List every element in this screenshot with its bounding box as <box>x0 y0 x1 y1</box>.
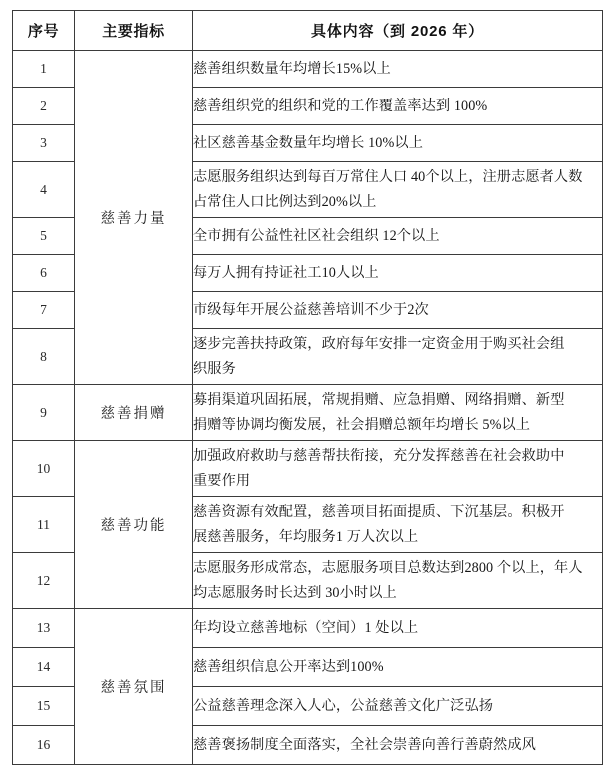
content-line: 慈善组织信息公开率达到100% <box>193 658 384 675</box>
content-line: 公益慈善理念深入人心，公益慈善文化广泛弘扬 <box>193 697 494 714</box>
table-row <box>13 609 603 648</box>
row-content <box>193 51 603 88</box>
row-index: 8 <box>13 329 75 385</box>
row-index: 9 <box>13 385 75 441</box>
content-line: 慈善褒扬制度全面落实，全社会崇善向善行善蔚然成风 <box>193 736 536 753</box>
row-index: 15 <box>13 687 75 726</box>
column-header-category: 主要指标 <box>75 11 193 51</box>
row-content <box>193 726 603 765</box>
row-index: 6 <box>13 255 75 292</box>
row-content <box>193 553 603 609</box>
table-row <box>13 441 603 497</box>
table-row <box>13 385 603 441</box>
row-content <box>193 88 603 125</box>
category-cell-charity-atmosphere: 慈善氛围 <box>75 609 193 765</box>
content-line: 志愿服务形成常态，志愿服务项目总数达到2800 个以上，年人 <box>193 559 583 576</box>
content-line: 社区慈善基金数量年均增长 10%以上 <box>193 134 423 151</box>
row-content <box>193 687 603 726</box>
row-content <box>193 218 603 255</box>
row-content <box>193 648 603 687</box>
table-body <box>13 51 603 765</box>
table-header-row <box>13 11 603 51</box>
column-header-index: 序号 <box>13 11 75 51</box>
content-line: 慈善组织数量年均增长15%以上 <box>193 60 391 77</box>
row-index: 2 <box>13 88 75 125</box>
charity-metrics-table <box>12 10 603 765</box>
row-index: 1 <box>13 51 75 88</box>
row-index: 11 <box>13 497 75 553</box>
content-line: 慈善资源有效配置，慈善项目拓面提质、下沉基层。积极开 <box>193 503 565 520</box>
content-line: 均志愿服务时长达到 30小时以上 <box>193 584 397 601</box>
row-index: 13 <box>13 609 75 648</box>
row-content <box>193 292 603 329</box>
row-index: 10 <box>13 441 75 497</box>
content-line: 加强政府救助与慈善帮扶衔接，充分发挥慈善在社会救助中 <box>193 447 565 464</box>
row-index: 7 <box>13 292 75 329</box>
content-line: 募捐渠道巩固拓展，常规捐赠、应急捐赠、网络捐赠、新型 <box>193 391 565 408</box>
content-line: 捐赠等协调均衡发展，社会捐赠总额年均增长 5%以上 <box>193 416 531 433</box>
content-line: 逐步完善扶持政策，政府每年安排一定资金用于购买社会组 <box>193 335 565 352</box>
content-line: 展慈善服务，年均服务1 万人次以上 <box>193 528 419 545</box>
category-cell-charity-donation: 慈善捐赠 <box>75 385 193 441</box>
table-row <box>13 51 603 88</box>
row-content <box>193 162 603 218</box>
content-line: 志愿服务组织达到每百万常住人口 40个以上，注册志愿者人数 <box>193 168 583 185</box>
row-index: 5 <box>13 218 75 255</box>
content-line: 市级每年开展公益慈善培训不少于2次 <box>193 301 429 318</box>
category-cell-charity-strength: 慈善力量 <box>75 51 193 385</box>
category-cell-charity-function: 慈善功能 <box>75 441 193 609</box>
row-content <box>193 329 603 385</box>
content-line: 慈善组织党的组织和党的工作覆盖率达到 100% <box>193 97 488 114</box>
content-line: 全市拥有公益性社区社会组织 12个以上 <box>193 227 440 244</box>
row-content <box>193 255 603 292</box>
row-index: 16 <box>13 726 75 765</box>
content-line: 年均设立慈善地标（空间）1 处以上 <box>193 619 419 636</box>
row-content <box>193 125 603 162</box>
row-content <box>193 497 603 553</box>
content-line: 织服务 <box>193 360 236 377</box>
row-content <box>193 609 603 648</box>
row-index: 14 <box>13 648 75 687</box>
row-content <box>193 441 603 497</box>
row-index: 3 <box>13 125 75 162</box>
row-content <box>193 385 603 441</box>
content-line: 重要作用 <box>193 472 251 489</box>
content-line: 每万人拥有持证社工10人以上 <box>193 264 379 281</box>
content-line: 占常住人口比例达到20%以上 <box>193 193 377 210</box>
row-index: 12 <box>13 553 75 609</box>
row-index: 4 <box>13 162 75 218</box>
column-header-content: 具体内容（到 2026 年） <box>193 11 603 51</box>
